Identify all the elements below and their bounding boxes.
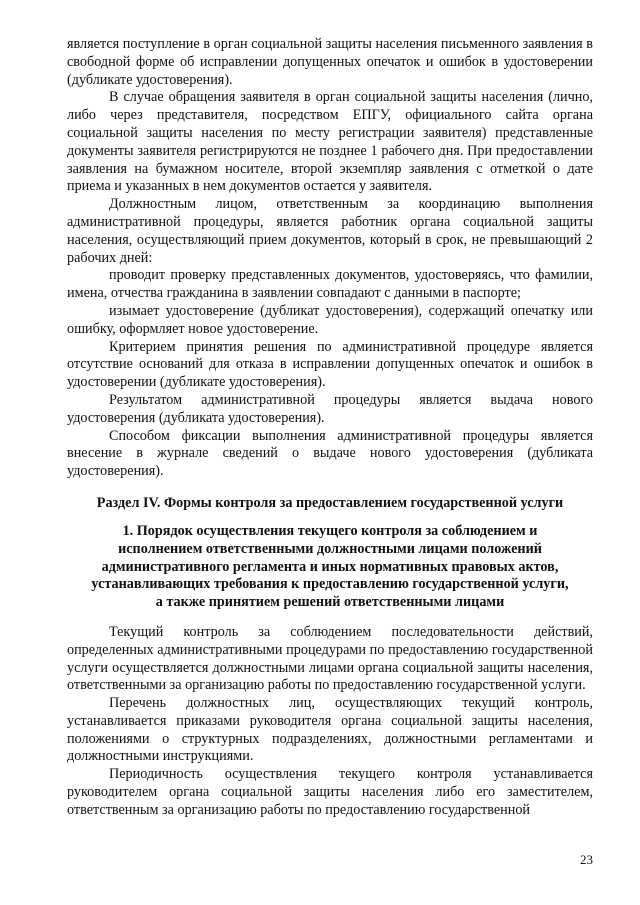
paragraph-current-control: Текущий контроль за соблюдением последовательности действий, определенных административными процедурами по предоставлению государственной услуги осуществляется должностными лицами органа социальной защиты населения, ответственными за организацию работы по предоставлению государственной услуги. [67,623,593,694]
document-page [67,36,593,820]
paragraph-procedure-result: Результатом административной процедуры является выдача нового удостоверения (дубликата удостоверения). [67,391,593,426]
paragraph-withdraw-certificate: изымает удостоверение (дубликат удостоверения), содержащий опечатку или ошибку, оформляет новое удостоверение. [67,302,593,337]
paragraph-responsible-official: Должностным лицом, ответственным за координацию выполнения административной процедуры, является работник органа социальной защиты населения, осуществляющий прием документов, который в срок, не превышающий 2 рабочих дней: [67,196,593,266]
paragraph-officials-list: Перечень должностных лиц, осуществляющих текущий контроль, устанавливается приказами руководителя органа социальной защиты населения, положениями о структурных подразделениях, должностными регламентами и должностными инструкциями. [67,695,593,765]
paragraph-applicant-request: В случае обращения заявителя в орган социальной защиты населения (лично, либо через представителя, посредством ЕПГУ, официального сайта органа социальной защиты населения по месту регистрации заявителя) представленные документы заявителя регистрируются не позднее 1 рабочего дня. При предоставлении заявления на бумажном носителе, второй экземпляр заявления с отметкой о дате приема и указанных в нем документов остается у заявителя. [67,89,593,195]
paragraph-control-frequency: Периодичность осуществления текущего контроля устанавливается руководителем органа социальной защиты населения либо его заместителем, ответственным за организацию работы по предоставлению государственной [67,766,593,818]
paragraph-document-check: проводит проверку представленных документов, удостоверяясь, что фамилии, имена, отчества гражданина в заявлении совпадают с данными в паспорте; [67,267,593,302]
paragraph-recording-method: Способом фиксации выполнения административной процедуры является внесение в журнале сведений о выдаче нового удостоверения (дубликата удостоверения). [67,427,593,480]
paragraph-continuation: является поступление в орган социальной защиты населения письменного заявления в свободной форме об исправлении допущенных опечаток и ошибок в удостоверении (дубликате удостоверения). [67,36,593,88]
page-number: 23 [580,852,593,867]
subsection-title: 1. Порядок осуществления текущего контроля за соблюдением и исполнением ответственными должностными лицами положений административного регламента и иных нормативных правовых актов, устанавливающих требования к предоставлению государственной услуги, а также принятием решений ответственными лицами [91,522,569,611]
paragraph-decision-criterion: Критерием принятия решения по административной процедуре является отсутствие оснований для отказа в исправлении допущенных опечаток и ошибок в удостоверении (дубликате удостоверения). [67,338,593,391]
section-title: Раздел IV. Формы контроля за предоставлением государственной услуги [96,494,564,511]
